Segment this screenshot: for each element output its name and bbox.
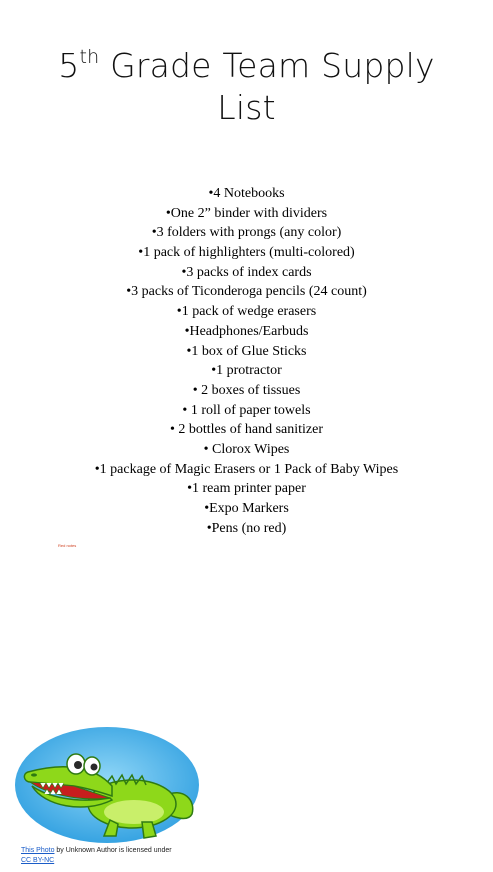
supply-item: •3 packs of Ticonderoga pencils (24 count) [126,284,367,300]
supply-item: •One 2” binder with dividers [165,205,328,221]
supply-item: •3 folders with prongs (any color) [151,225,342,241]
supply-item: •3 packs of index cards [181,264,312,280]
tiny-note: Red notes [58,543,77,548]
supply-item: •1 package of Magic Erasers or 1 Pack of Baby Wipes [94,461,399,477]
supply-item: • 2 bottles of hand sanitizer [169,422,324,438]
title-text: Grade Team Supply [99,46,435,85]
supply-item: •1 box of Glue Sticks [186,343,307,359]
photo-link[interactable]: This Photo [21,847,55,854]
supply-item: •4 Notebooks [208,186,285,201]
title-number: 5 [58,46,80,85]
supply-item: •1 pack of highlighters (multi-colored) [138,245,355,261]
supply-item: •Pens (no red) [206,520,287,536]
credit-text: by Unknown Author is licensed under [54,847,172,854]
supply-item: •Expo Markers [204,501,289,516]
supply-item: •1 pack of wedge erasers [176,304,317,320]
supply-item: • 1 roll of paper towels [182,402,311,418]
supply-item: •1 protractor [211,363,282,379]
title-line-1 [0,38,493,87]
supply-list [0,184,493,538]
supply-item: •1 ream printer paper [187,481,306,497]
photo-credit [21,846,221,866]
title-line-2: List [217,88,276,127]
page-title [0,38,493,129]
supply-item: • 2 boxes of tissues [192,382,301,398]
title-superscript: th [79,46,100,68]
supply-item: • Clorox Wipes [203,441,290,457]
supply-item: •Headphones/Earbuds [184,323,309,339]
license-link[interactable]: CC BY-NC [21,857,55,864]
alligator-icon [14,726,200,844]
